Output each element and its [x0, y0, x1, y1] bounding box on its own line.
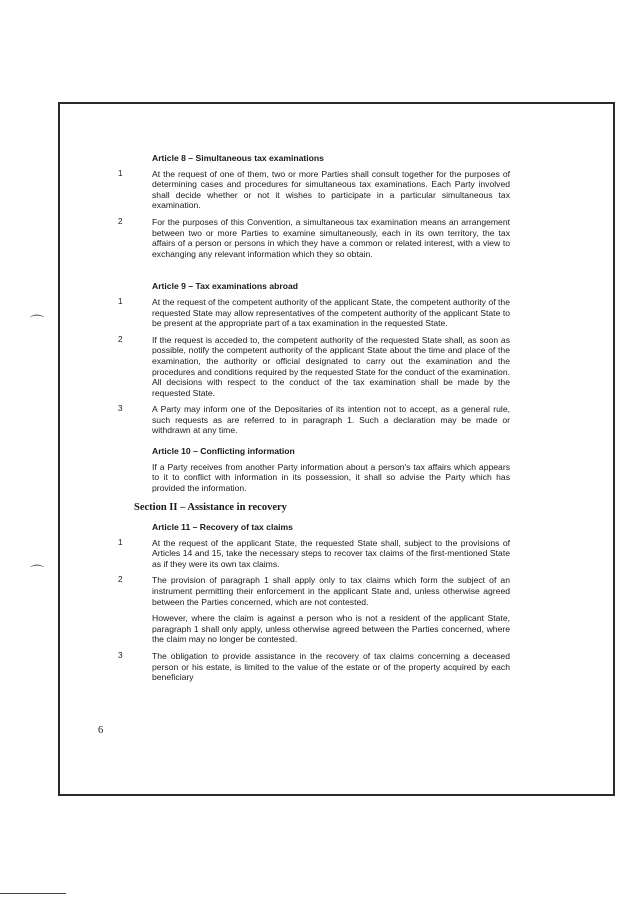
- article-11-paragraph-2b: [152, 613, 510, 645]
- article-10-heading: Article 10 – Conflicting information: [152, 446, 295, 457]
- paragraph-text: If the request is acceded to, the competent authority of the requested State shall, as soon as possible, notify the competent authority of the applicant State about the time and place of the examination, the authority or official designated to carry out the examination and the procedures and conditions required by the requested State for the conduct of the examination. All decisions with respect to the conduct of the tax examination shall be made by the requested State.: [152, 334, 510, 398]
- article-10-paragraph: [152, 462, 510, 494]
- paragraph-number: 3: [118, 404, 123, 414]
- article-11-paragraph-1: [118, 537, 510, 570]
- article-11-paragraph-3: [118, 650, 510, 683]
- paragraph-number: 1: [118, 537, 123, 547]
- article-9-paragraph-1: [118, 296, 510, 329]
- margin-mark: ⌒: [30, 314, 44, 330]
- paragraph-number: 2: [118, 334, 123, 344]
- paragraph-number: 2: [118, 216, 123, 226]
- article-9-heading: Article 9 – Tax examinations abroad: [152, 281, 298, 292]
- paragraph-text: However, where the claim is against a person who is not a resident of the applicant State, paragraph 1 shall only apply, unless otherwise agreed between the Parties concerned, where the claim may no longer be contested.: [152, 613, 510, 645]
- paragraph-number: 1: [118, 296, 123, 306]
- paragraph-text: At the request of the competent authority of the applicant State, the competent authority of the requested State may allow representatives of the competent authority of the applicant State to be present at the appropriate part of a tax examination in the requested State.: [152, 296, 510, 329]
- spacer: [152, 265, 510, 281]
- paragraph-text: The obligation to provide assistance in the recovery of tax claims concerning a deceased person or his estate, is limited to the value of the estate or of the property acquired by each beneficiary: [152, 650, 510, 683]
- article-9-paragraph-3: [118, 404, 510, 436]
- paragraph-text: At the request of one of them, two or more Parties shall consult together for the purposes of determining cases and procedures for simultaneous tax examinations. Each Party involved shall decide whether or not it wishes to participate in a particular simultaneous tax examination.: [152, 168, 510, 211]
- article-8-heading: Article 8 – Simultaneous tax examinations: [152, 153, 324, 163]
- article-8-paragraph-2: [118, 216, 510, 259]
- scan-edge-line: [0, 893, 66, 894]
- article-11-paragraph-2: [118, 575, 510, 607]
- paragraph-number: 2: [118, 575, 123, 585]
- article-11-heading: Article 11 – Recovery of tax claims: [152, 522, 293, 533]
- section-2-title: Section II – Assistance in recovery: [134, 502, 287, 514]
- paragraph-text: A Party may inform one of the Depositaries of its intention not to accept, as a general rule, such requests as are referred to in paragraph 1. Such a declaration may be made or withdrawn at any time.: [152, 404, 510, 436]
- page-number: 6: [98, 725, 104, 736]
- article-9-paragraph-2: [118, 334, 510, 399]
- paragraph-number: 3: [118, 650, 123, 660]
- margin-mark: ⌒: [30, 564, 44, 580]
- paragraph-text: For the purposes of this Convention, a simultaneous tax examination means an arrangement between two or more Parties to examine simultaneously, each in its own territory, the tax affairs of a person or persons in which they have a common or related interest, with a view to exchanging any relevant information which they so obtain.: [152, 216, 510, 259]
- paragraph-number: 1: [118, 168, 123, 178]
- paragraph-text: The provision of paragraph 1 shall apply only to tax claims which form the subject of an instrument permitting their enforcement in the applicant State and, unless otherwise agreed between the Parties concerned, which are not contested.: [152, 575, 510, 607]
- document-body: [118, 153, 510, 689]
- article-8-paragraph-1: [118, 168, 510, 211]
- paragraph-text: If a Party receives from another Party information about a person's tax affairs which appears to it to conflict with information in its possession, it shall so advise the Party which has provided the information.: [152, 461, 510, 493]
- paragraph-text: At the request of the applicant State, the requested State shall, subject to the provisions of Articles 14 and 15, take the necessary steps to recover tax claims of the first-mentioned State as if they were its own tax claims.: [152, 537, 510, 569]
